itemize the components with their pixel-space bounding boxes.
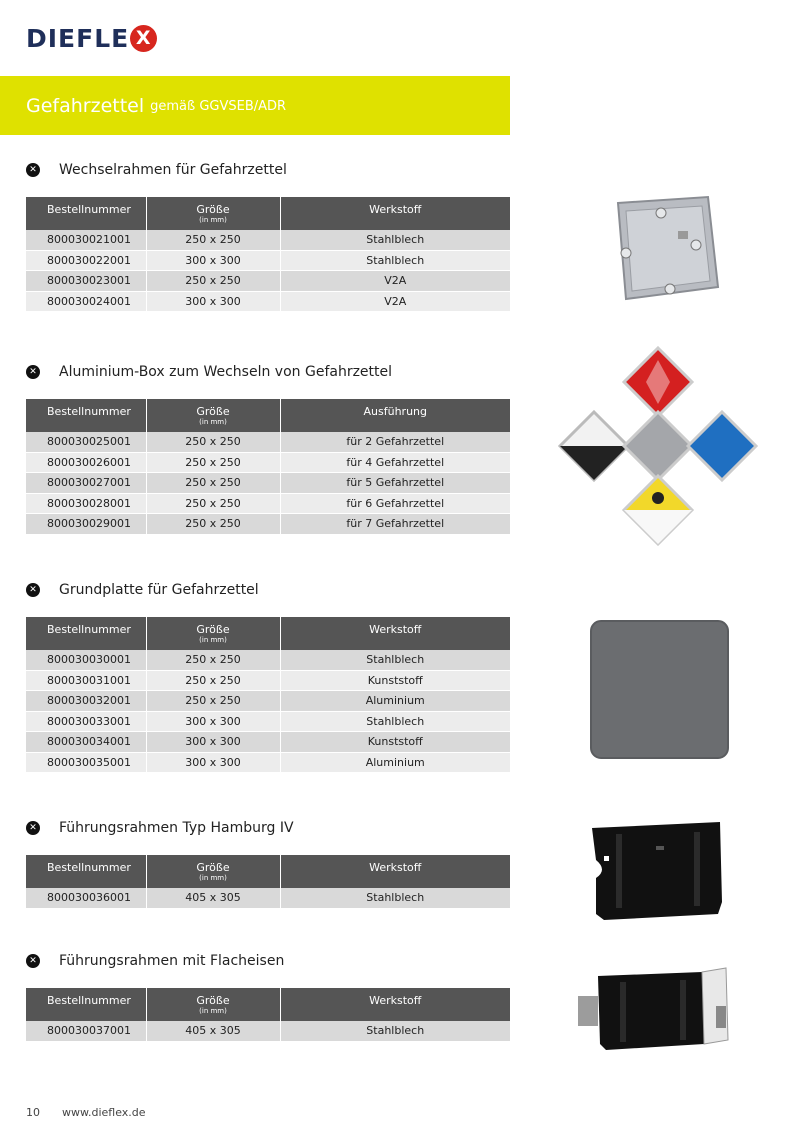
table-row: [26, 732, 510, 753]
order-number: 800030021001: [26, 230, 146, 250]
grundplatte-image: [590, 620, 729, 759]
section-aluminium-box: [26, 362, 510, 535]
header-groesse: Größe (in mm): [146, 197, 280, 230]
header-material: Ausführung: [280, 399, 510, 432]
header-unit: (in mm): [199, 874, 227, 882]
header-material: Werkstoff: [280, 855, 510, 888]
header-bestellnummer: Bestellnummer: [26, 988, 146, 1021]
order-number: 800030034001: [26, 732, 146, 753]
table-row: [26, 493, 510, 514]
table-header-row: [26, 399, 510, 432]
material-value: Stahlblech: [280, 888, 510, 908]
header-bestellnummer: Bestellnummer: [26, 855, 146, 888]
material-value: Stahlblech: [280, 250, 510, 271]
size-value: 300 x 300: [146, 752, 280, 773]
header-unit: (in mm): [199, 636, 227, 644]
header-groesse: Größe (in mm): [146, 855, 280, 888]
table-row: [26, 432, 510, 452]
material-value: für 5 Gefahrzettel: [280, 473, 510, 494]
table-header-row: [26, 855, 510, 888]
table-row: [26, 250, 510, 271]
order-number: 800030025001: [26, 432, 146, 452]
size-value: 250 x 250: [146, 650, 280, 670]
section-title: [26, 160, 510, 180]
section-title-text: Grundplatte für Gefahrzettel: [59, 582, 259, 598]
table-row: [26, 691, 510, 712]
order-number: 800030033001: [26, 711, 146, 732]
material-value: Kunststoff: [280, 732, 510, 753]
page-number: 10: [26, 1106, 40, 1119]
size-value: 250 x 250: [146, 493, 280, 514]
table-row: [26, 1021, 510, 1041]
section-title-text: Wechselrahmen für Gefahrzettel: [59, 162, 287, 178]
dieflex-logo: [26, 24, 157, 52]
header-bestellnummer: Bestellnummer: [26, 197, 146, 230]
header-bestellnummer: Bestellnummer: [26, 617, 146, 650]
table-row: [26, 514, 510, 535]
material-value: Stahlblech: [280, 650, 510, 670]
size-value: 250 x 250: [146, 271, 280, 292]
order-number: 800030022001: [26, 250, 146, 271]
order-number: 800030029001: [26, 514, 146, 535]
size-value: 250 x 250: [146, 670, 280, 691]
material-value: für 7 Gefahrzettel: [280, 514, 510, 535]
section-title-text: Führungsrahmen Typ Hamburg IV: [59, 820, 294, 836]
size-value: 300 x 300: [146, 732, 280, 753]
section-title-text: Führungsrahmen mit Flacheisen: [59, 953, 285, 969]
size-value: 300 x 300: [146, 250, 280, 271]
header-bestellnummer: Bestellnummer: [26, 399, 146, 432]
bullet-x-icon: ✕: [26, 954, 40, 968]
header-unit: (in mm): [199, 1007, 227, 1015]
wechselrahmen-image: [604, 195, 722, 307]
order-number: 800030031001: [26, 670, 146, 691]
flacheisen-image: [576, 966, 736, 1058]
material-value: Aluminium: [280, 752, 510, 773]
order-number: 800030024001: [26, 291, 146, 312]
table-row: [26, 711, 510, 732]
aluminium-box-image: [558, 346, 758, 546]
product-table: [26, 617, 510, 773]
material-value: Stahlblech: [280, 711, 510, 732]
banner-title: Gefahrzettel: [26, 94, 145, 117]
product-table: [26, 197, 510, 312]
size-value: 250 x 250: [146, 452, 280, 473]
material-value: Aluminium: [280, 691, 510, 712]
category-banner: [0, 76, 510, 135]
section-wechselrahmen: [26, 160, 510, 312]
size-value: 250 x 250: [146, 691, 280, 712]
section-title: [26, 580, 510, 600]
section-title-text: Aluminium-Box zum Wechseln von Gefahrzettel: [59, 364, 393, 380]
header-material: Werkstoff: [280, 617, 510, 650]
bullet-x-icon: ✕: [26, 163, 40, 177]
banner-subtitle: gemäß GGVSEB/ADR: [150, 99, 287, 114]
material-value: V2A: [280, 271, 510, 292]
header-unit: (in mm): [199, 418, 227, 426]
page-footer: [26, 1106, 146, 1119]
table-row: [26, 473, 510, 494]
material-value: V2A: [280, 291, 510, 312]
order-number: 800030036001: [26, 888, 146, 908]
logo-x-icon: X: [130, 25, 157, 52]
header-material: Werkstoff: [280, 988, 510, 1021]
product-table: [26, 399, 510, 535]
bullet-x-icon: ✕: [26, 583, 40, 597]
size-value: 250 x 250: [146, 230, 280, 250]
order-number: 800030023001: [26, 271, 146, 292]
size-value: 250 x 250: [146, 432, 280, 452]
material-value: Stahlblech: [280, 1021, 510, 1041]
header-groesse: Größe (in mm): [146, 988, 280, 1021]
section-grundplatte: [26, 580, 510, 773]
material-value: für 2 Gefahrzettel: [280, 432, 510, 452]
header-groesse: Größe (in mm): [146, 617, 280, 650]
material-value: für 6 Gefahrzettel: [280, 493, 510, 514]
product-table: [26, 855, 510, 909]
table-row: [26, 271, 510, 292]
order-number: 800030037001: [26, 1021, 146, 1041]
order-number: 800030027001: [26, 473, 146, 494]
hamburg-iv-image: [586, 818, 726, 924]
material-value: Kunststoff: [280, 670, 510, 691]
table-row: [26, 670, 510, 691]
product-table: [26, 988, 510, 1042]
bullet-x-icon: ✕: [26, 821, 40, 835]
size-value: 300 x 300: [146, 711, 280, 732]
table-header-row: [26, 988, 510, 1021]
size-value: 405 x 305: [146, 1021, 280, 1041]
bullet-x-icon: ✕: [26, 365, 40, 379]
size-value: 405 x 305: [146, 888, 280, 908]
table-row: [26, 452, 510, 473]
table-row: [26, 291, 510, 312]
order-number: 800030028001: [26, 493, 146, 514]
logo-text: DIEFLE: [26, 23, 130, 53]
table-row: [26, 230, 510, 250]
section-title: [26, 362, 510, 382]
header-unit: (in mm): [199, 216, 227, 224]
table-row: [26, 888, 510, 908]
section-title: [26, 818, 510, 838]
material-value: Stahlblech: [280, 230, 510, 250]
table-header-row: [26, 197, 510, 230]
material-value: für 4 Gefahrzettel: [280, 452, 510, 473]
size-value: 250 x 250: [146, 473, 280, 494]
order-number: 800030026001: [26, 452, 146, 473]
header-material: Werkstoff: [280, 197, 510, 230]
size-value: 250 x 250: [146, 514, 280, 535]
table-row: [26, 752, 510, 773]
website-url: www.dieflex.de: [62, 1106, 146, 1119]
size-value: 300 x 300: [146, 291, 280, 312]
order-number: 800030035001: [26, 752, 146, 773]
table-header-row: [26, 617, 510, 650]
section-flacheisen: [26, 951, 510, 1042]
section-title: [26, 951, 510, 971]
order-number: 800030030001: [26, 650, 146, 670]
section-hamburg-iv: [26, 818, 510, 909]
table-row: [26, 650, 510, 670]
header-groesse: Größe (in mm): [146, 399, 280, 432]
order-number: 800030032001: [26, 691, 146, 712]
